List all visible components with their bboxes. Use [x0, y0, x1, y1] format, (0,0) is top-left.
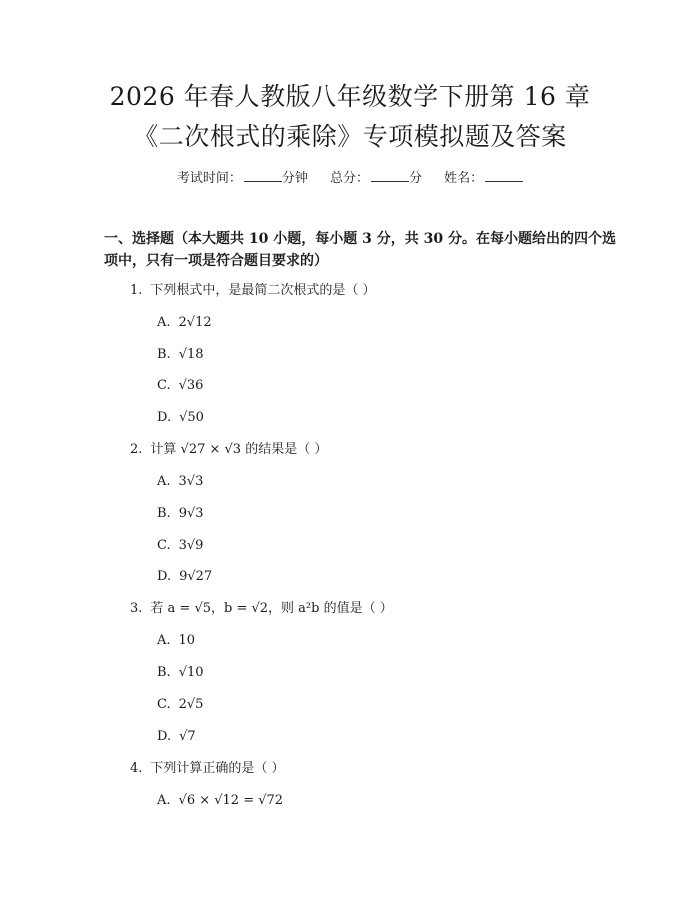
question-1-option-a	[157, 314, 212, 332]
question-text: 下列计算正确的是（ ）	[150, 761, 285, 776]
option-letter: A.	[157, 793, 171, 808]
question-3-option-d	[157, 728, 196, 746]
question-text: 若 a = √5，b = √2，则 a²b 的值是（ ）	[150, 601, 393, 616]
exam-time-unit: 分钟	[281, 171, 308, 186]
total-score-unit: 分	[409, 171, 423, 186]
question-3-option-c	[157, 696, 203, 714]
option-text: √10	[178, 665, 204, 680]
question-number: 1.	[130, 283, 143, 298]
question-text: 计算 √27 × √3 的结果是（ ）	[150, 442, 328, 457]
option-letter: A.	[157, 633, 171, 648]
question-3-option-b	[157, 664, 204, 682]
option-letter: A.	[157, 474, 171, 489]
option-letter: C.	[157, 378, 171, 393]
option-text: 9√27	[179, 569, 213, 584]
student-name-field	[444, 171, 523, 186]
option-letter: C.	[157, 697, 171, 712]
option-text: √50	[179, 410, 204, 425]
option-letter: B.	[157, 347, 171, 362]
section-heading: 一、选择题（本大题共 10 小题，每小题 3 分，共 30 分。在每小题给出的四个选项中，只有一项是符合题目要求的）	[104, 231, 616, 269]
question-2-option-a	[157, 473, 203, 491]
exam-info-row	[0, 169, 700, 188]
total-score-field	[330, 171, 426, 186]
total-score-label: 总分：	[329, 171, 369, 186]
option-text: 2√12	[178, 315, 212, 330]
question-3-option-a	[157, 632, 195, 650]
option-letter: C.	[157, 538, 171, 553]
question-1-option-b	[157, 346, 204, 364]
question-3-stem	[130, 600, 393, 618]
student-name-blank	[485, 169, 523, 182]
question-2-option-b	[157, 505, 204, 523]
exam-time-field	[177, 171, 312, 186]
total-score-blank	[371, 169, 409, 182]
option-text: 9√3	[178, 506, 204, 521]
question-number: 2.	[130, 442, 143, 457]
option-text: 10	[178, 633, 196, 648]
option-text: 2√5	[178, 697, 204, 712]
option-text: √18	[178, 347, 204, 362]
exam-title-line-2: 《二次根式的乘除》专项模拟题及答案	[133, 122, 567, 151]
question-number: 3.	[130, 601, 143, 616]
option-letter: B.	[157, 665, 171, 680]
exam-title-line-1: 2026 年春人教版八年级数学下册第 16 章	[109, 82, 591, 111]
option-letter: D.	[157, 569, 172, 584]
option-text: 3√3	[178, 474, 204, 489]
question-text: 下列根式中，是最简二次根式的是（ ）	[150, 283, 376, 298]
question-2-option-d	[157, 568, 212, 586]
question-2-option-c	[157, 537, 203, 555]
question-4-option-a	[157, 792, 283, 810]
exam-time-label: 考试时间：	[176, 171, 242, 186]
question-1-option-c	[157, 377, 203, 395]
question-number: 4.	[130, 761, 143, 776]
option-letter: D.	[157, 729, 172, 744]
option-text: √6 × √12 = √72	[178, 793, 284, 808]
question-4-stem	[130, 760, 285, 778]
option-letter: B.	[157, 506, 171, 521]
question-1-option-d	[157, 409, 204, 427]
question-1-stem	[130, 282, 376, 300]
option-letter: D.	[157, 410, 172, 425]
option-text: 3√9	[178, 538, 204, 553]
option-text: √36	[178, 378, 204, 393]
option-letter: A.	[157, 315, 171, 330]
exam-time-blank	[244, 169, 282, 182]
question-2-stem	[130, 441, 327, 459]
student-name-label: 姓名：	[444, 171, 484, 186]
option-text: √7	[179, 729, 196, 744]
